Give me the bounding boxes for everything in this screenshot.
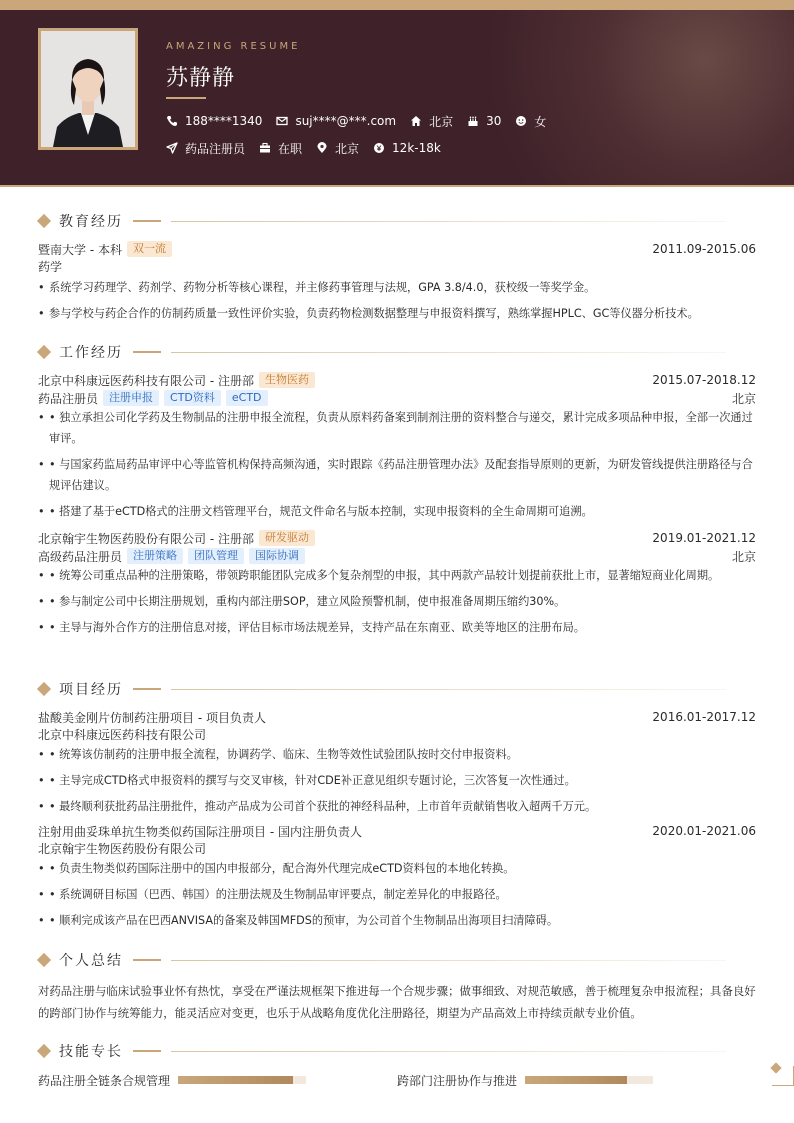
list-item: • • 与国家药监局药品审评中心等监管机构保持高频沟通，实时跟踪《药品注册管理办法》及配套指导原则的更新，为研发管线提供注册路径与合规评估建议。 bbox=[38, 454, 756, 496]
send-icon bbox=[166, 142, 178, 154]
project-bullets bbox=[38, 744, 756, 817]
job-title: 高级药品注册员 bbox=[38, 549, 123, 564]
list-item: • • 负责生物类似药国际注册中的国内申报部分，配合海外代理完成eCTD资料包的本地化转换。 bbox=[38, 858, 756, 879]
header-bottom-line bbox=[0, 185, 794, 187]
section-divider bbox=[171, 1051, 726, 1052]
envelope-icon bbox=[276, 115, 288, 127]
phone-icon bbox=[166, 115, 178, 127]
summary-section-title bbox=[36, 950, 756, 970]
skill-tag: eCTD bbox=[226, 390, 268, 406]
resume-tagline: AMAZING RESUME bbox=[166, 41, 301, 52]
section-heading: 教育经历 bbox=[59, 214, 123, 230]
list-item: • • 主导完成CTD格式申报资料的撰写与交叉审核，针对CDE补正意见组织专题讨论，三次答复一次性通过。 bbox=[38, 770, 756, 791]
list-item: • • 参与制定公司中长期注册规划，重构内部注册SOP，建立风险预警机制，使申报准备周期压缩约30%。 bbox=[38, 591, 756, 612]
skill-item bbox=[397, 1071, 756, 1089]
phone-info bbox=[166, 113, 262, 129]
resume-header bbox=[0, 10, 794, 186]
skills-section-title bbox=[36, 1041, 756, 1061]
skill-name: 药品注册全链条合规管理 bbox=[38, 1073, 171, 1088]
section-heading: 项目经历 bbox=[59, 682, 123, 698]
industry-tag: 研发驱动 bbox=[259, 530, 315, 546]
diamond-icon bbox=[37, 1044, 51, 1058]
profile-photo bbox=[38, 28, 138, 150]
skill-item bbox=[38, 1071, 397, 1089]
diamond-icon bbox=[37, 345, 51, 359]
skill-tag: 注册申报 bbox=[103, 390, 159, 406]
skill-bar bbox=[178, 1076, 306, 1084]
diamond-icon bbox=[37, 682, 51, 696]
skill-tag: 注册策略 bbox=[127, 548, 183, 564]
work-subhead bbox=[38, 547, 756, 565]
status-value: 在职 bbox=[278, 141, 303, 156]
section-accent-line bbox=[133, 220, 161, 222]
work-head bbox=[38, 371, 756, 389]
skills-list bbox=[38, 1071, 756, 1089]
diamond-icon bbox=[37, 214, 51, 228]
list-item: • • 主导与海外合作方的注册信息对接，评估目标市场法规差异，支持产品在东南亚、欧美等地区的注册布局。 bbox=[38, 617, 756, 638]
corner-diamond-icon bbox=[770, 1062, 781, 1073]
project-date: 2016.01-2017.12 bbox=[652, 710, 756, 724]
project-head bbox=[38, 708, 756, 726]
school-tag: 双一流 bbox=[127, 241, 172, 257]
skill-bar bbox=[525, 1076, 653, 1084]
section-accent-line bbox=[133, 351, 161, 353]
job-title: 药品注册员 bbox=[38, 391, 99, 406]
section-divider bbox=[171, 352, 726, 353]
money-icon bbox=[373, 142, 385, 154]
work-date: 2015.07-2018.12 bbox=[652, 373, 756, 387]
section-accent-line bbox=[133, 959, 161, 961]
project-company: 北京翰宇生物医药股份有限公司 bbox=[38, 842, 207, 856]
list-item: • • 统筹公司重点品种的注册策略，带领跨职能团队完成多个复杂剂型的申报，其中两款产品较计划提前获批上市，显著缩短商业化周期。 bbox=[38, 565, 756, 586]
status-info bbox=[259, 140, 302, 156]
email-value: suj****@***.com bbox=[295, 114, 397, 128]
section-divider bbox=[171, 960, 726, 961]
section-accent-line bbox=[133, 1050, 161, 1052]
list-item: • • 最终顺利获批药品注册批件，推动产品成为公司首个获批的神经科品种，上市首年贡献销售收入超两千万元。 bbox=[38, 796, 756, 817]
age-info bbox=[467, 113, 501, 129]
work-entry-2 bbox=[38, 529, 756, 643]
work-bullets bbox=[38, 407, 756, 522]
education-entry bbox=[38, 240, 756, 329]
city-value: 北京 bbox=[429, 114, 454, 129]
work-date: 2019.01-2021.12 bbox=[652, 531, 756, 545]
position-value: 药品注册员 bbox=[185, 141, 246, 156]
smiley-icon bbox=[515, 115, 527, 127]
city-info bbox=[410, 113, 453, 129]
target-city-info bbox=[316, 140, 359, 156]
project-bullets bbox=[38, 858, 756, 931]
diamond-icon bbox=[37, 953, 51, 967]
industry-tag: 生物医药 bbox=[259, 372, 315, 388]
skill-name: 跨部门注册协作与推进 bbox=[397, 1073, 518, 1088]
corner-line bbox=[772, 1085, 794, 1086]
work-location: 北京 bbox=[731, 391, 756, 406]
home-icon bbox=[410, 115, 422, 127]
education-section-title bbox=[36, 211, 756, 231]
education-head bbox=[38, 240, 756, 258]
list-item: • • 独立承担公司化学药及生物制品的注册申报全流程，负责从原料药备案到制剂注册的资料整合与递交，累计完成多项品种申报，全部一次通过审评。 bbox=[38, 407, 756, 449]
project-entry-2 bbox=[38, 822, 756, 936]
section-heading: 工作经历 bbox=[59, 345, 123, 361]
email-info bbox=[276, 113, 396, 129]
major: 药学 bbox=[38, 260, 63, 274]
cake-icon bbox=[467, 115, 479, 127]
project-name: 注射用曲妥珠单抗生物类似药国际注册项目 - 国内注册负责人 bbox=[38, 824, 362, 839]
contact-row bbox=[166, 113, 560, 129]
salary-value: 12k-18k bbox=[392, 141, 441, 155]
phone-value: 188****1340 bbox=[185, 114, 263, 128]
project-company: 北京中科康远医药科技有限公司 bbox=[38, 728, 207, 742]
gender-value: 女 bbox=[534, 114, 547, 129]
salary-info bbox=[373, 140, 441, 156]
project-head bbox=[38, 822, 756, 840]
age-value: 30 bbox=[486, 114, 502, 128]
work-entry-1 bbox=[38, 371, 756, 527]
work-head bbox=[38, 529, 756, 547]
name-underline bbox=[166, 97, 206, 99]
top-accent-strip bbox=[0, 0, 794, 10]
briefcase-icon bbox=[259, 142, 271, 154]
project-section-title bbox=[36, 679, 756, 699]
skill-tag: 国际协调 bbox=[249, 548, 305, 564]
section-divider bbox=[171, 689, 726, 690]
list-item: • 系统学习药理学、药剂学、药物分析等核心课程，并主修药事管理与法规，GPA 3.8/4.0，获校级一等奖学金。 bbox=[38, 277, 756, 298]
project-date: 2020.01-2021.06 bbox=[652, 824, 756, 838]
gender-info bbox=[515, 113, 546, 129]
section-divider bbox=[171, 221, 726, 222]
work-subhead bbox=[38, 389, 756, 407]
section-accent-line bbox=[133, 688, 161, 690]
work-section-title bbox=[36, 342, 756, 362]
list-item: • • 顺利完成该产品在巴西ANVISA的备案及韩国MFDS的预审，为公司首个生物制品出海项目扫清障碍。 bbox=[38, 910, 756, 931]
list-item: • • 统筹该仿制药的注册申报全流程，协调药学、临床、生物等效性试验团队按时交付申报资料。 bbox=[38, 744, 756, 765]
list-item: • • 系统调研目标国（巴西、韩国）的注册法规及生物制品审评要点，制定差异化的申报路径。 bbox=[38, 884, 756, 905]
skill-bar-fill bbox=[525, 1076, 627, 1084]
school-name: 暨南大学 - 本科 bbox=[38, 242, 122, 257]
company-name: 北京中科康远医药科技有限公司 - 注册部 bbox=[38, 373, 254, 388]
education-bullets bbox=[38, 277, 756, 324]
section-heading: 技能专长 bbox=[59, 1044, 123, 1060]
company-name: 北京翰宇生物医药股份有限公司 - 注册部 bbox=[38, 531, 254, 546]
list-item: • • 搭建了基于eCTD格式的注册文档管理平台，规范文件命名与版本控制，实现申报资料的全生命周期可追溯。 bbox=[38, 501, 756, 522]
location-pin-icon bbox=[316, 142, 328, 154]
skill-bar-fill bbox=[178, 1076, 293, 1084]
skill-tag: 团队管理 bbox=[188, 548, 244, 564]
skill-tag: CTD资料 bbox=[164, 390, 221, 406]
job-intent-row bbox=[166, 140, 455, 156]
work-location: 北京 bbox=[731, 549, 756, 564]
target-city-value: 北京 bbox=[335, 141, 360, 156]
education-date: 2011.09-2015.06 bbox=[652, 242, 756, 256]
list-item: • 参与学校与药企合作的仿制药质量一致性评价实验，负责药物检测数据整理与申报资料撰写，熟练掌握HPLC、GC等仪器分析技术。 bbox=[38, 303, 756, 324]
position-info bbox=[166, 140, 245, 156]
project-name: 盐酸美金刚片仿制药注册项目 - 项目负责人 bbox=[38, 710, 266, 725]
summary-text: 对药品注册与临床试验事业怀有热忱，享受在严谨法规框架下推进每一个合规步骤；做事细致、对规范敏感，善于梳理复杂申报流程；具备良好的跨部门协作与统筹能力，能灵活应对变更，也乐于从战略角度优化注册路径，期望为产品高效上市持续贡献专业价值。 bbox=[38, 984, 756, 1020]
project-entry-1 bbox=[38, 708, 756, 822]
section-heading: 个人总结 bbox=[59, 953, 123, 969]
work-bullets bbox=[38, 565, 756, 638]
candidate-name: 苏静静 bbox=[166, 66, 236, 91]
